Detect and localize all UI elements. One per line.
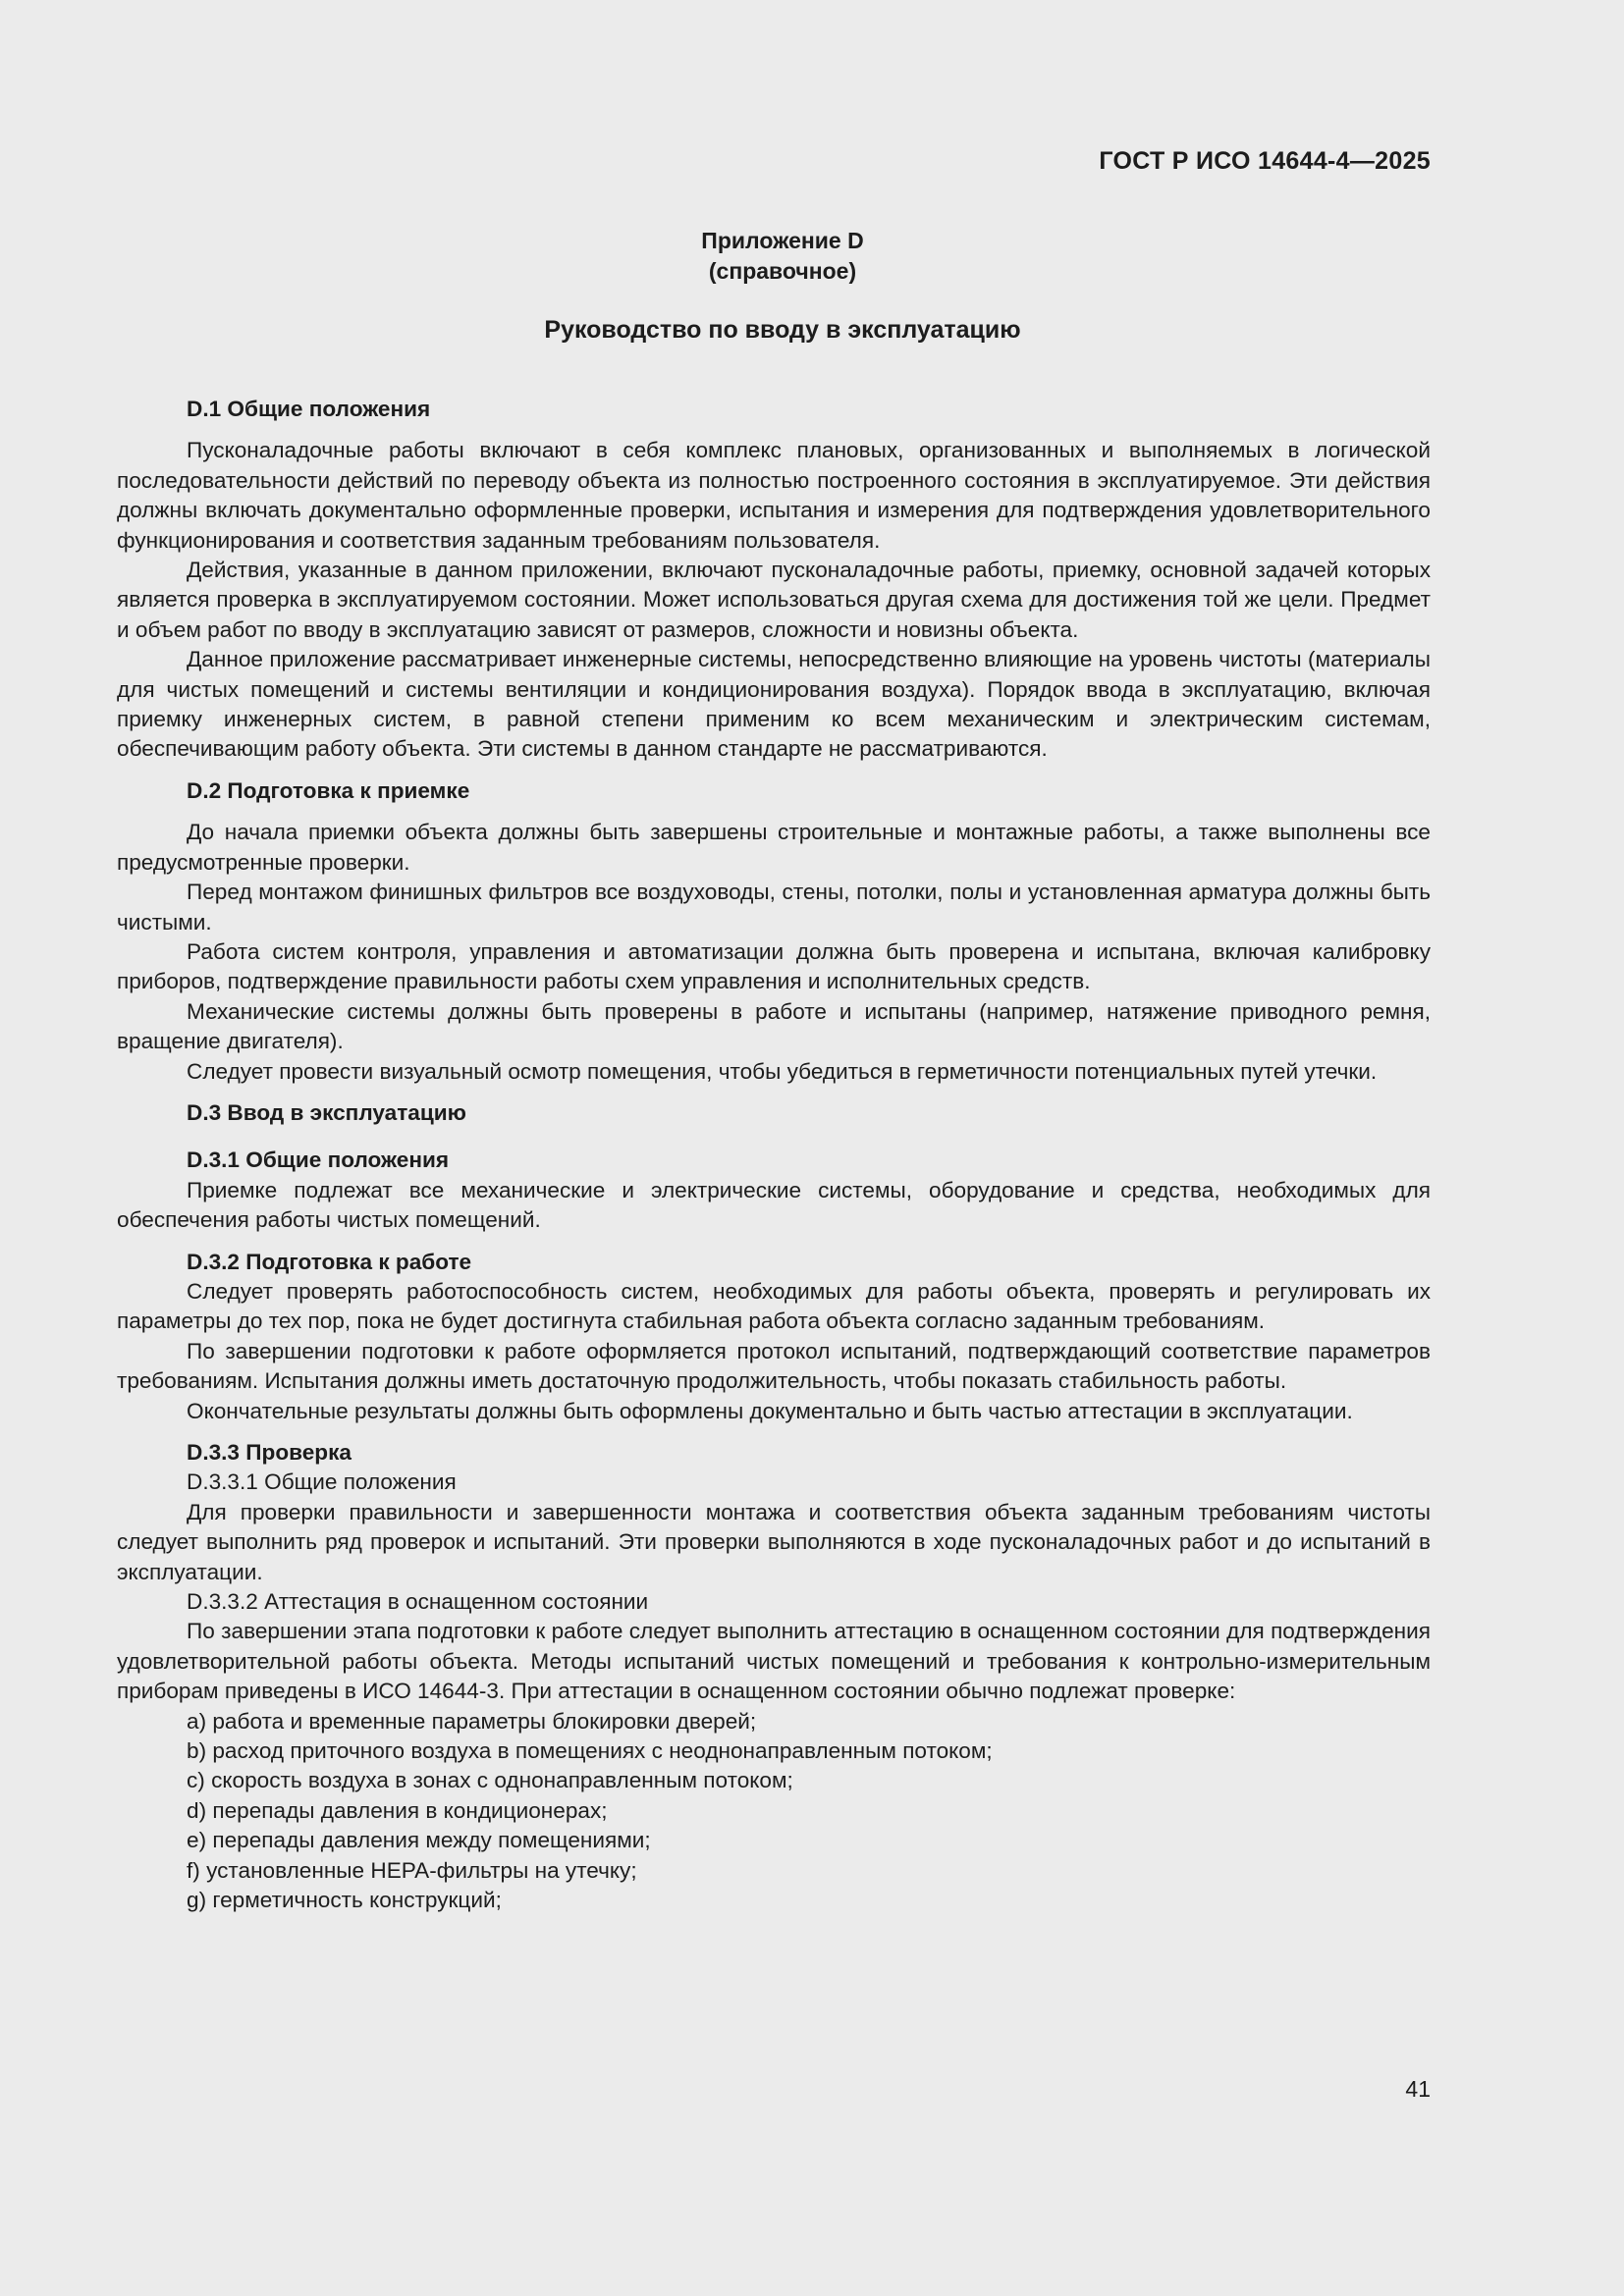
paragraph: Действия, указанные в данном приложении, включают пусконаладочные работы, приемку, основной задачей которых является проверка в эксплуатируемом состоянии. Может использоваться другая схема для достижения той же цели. Предмет и объем работ по вводу в эксплуатацию зависят от размеров, сложности и новизны объекта. [117, 558, 1431, 642]
section-heading-d33: D.3.3 Проверка [187, 1440, 352, 1465]
standard-code: ГОСТ Р ИСО 14644-4—2025 [1099, 147, 1431, 175]
paragraph: Для проверки правильности и завершенности монтажа и соответствия объекта заданным требованиям чистоты следует выполнить ряд проверок и испытаний. Эти проверки выполняются в ходе пусконаладочных работ и до испытаний в эксплуатации. [117, 1499, 1431, 1584]
paragraph: По завершении этапа подготовки к работе следует выполнить аттестацию в оснащенном состоянии для подтверждения удовлетворительной работы объекта. Методы испытаний чистых помещений и требования к контрольно-измерительным приборам приведены в ИСО 14644-3. При аттестации в оснащенном состоянии обычно подлежат проверке: [117, 1619, 1431, 1704]
paragraph: Перед монтажом финишных фильтров все воздуховоды, стены, потолки, полы и установленная арматура должны быть чистыми. [117, 880, 1431, 934]
appendix-label: Приложение D [701, 228, 864, 253]
appendix-type: (справочное) [708, 258, 857, 284]
paragraph: Работа систем контроля, управления и автоматизации должна быть проверена и испытана, включая калибровку приборов, подтверждение правильности работы схем управления и исполнительных средств. [117, 938, 1431, 994]
paragraph: Данное приложение рассматривает инженерные системы, непосредственно влияющие на уровень чистоты (материалы для чистых помещений и системы вентиляции и кондиционирования воздуха). Порядок ввода в эксплуатацию, включая приемку инженерных систем, в равной степени применим ко всем механическим и электрическим системам, обеспечивающим работу объекта. Эти системы в данном стандарте не рассматриваются. [117, 647, 1431, 762]
paragraph: Следует проверять работоспособность систем, необходимых для работы объекта, проверять и регулировать их параметры до тех пор, пока не будет достигнута стабильная работа объекта согласно заданным требованиям. [117, 1278, 1431, 1334]
appendix-header [0, 226, 1565, 287]
list-item: b) расход приточного воздуха в помещениях с неоднонаправленным потоком; [187, 1738, 993, 1764]
page-number: 41 [1405, 2076, 1431, 2102]
subsection-heading-d332: D.3.3.2 Аттестация в оснащенном состоянии [187, 1589, 649, 1615]
paragraph: До начала приемки объекта должны быть завершены строительные и монтажные работы, а также выполнены все предусмотренные проверки. [117, 820, 1431, 875]
section-heading-d32: D.3.2 Подготовка к работе [187, 1249, 472, 1274]
paragraph: Пусконаладочные работы включают в себя комплекс плановых, организованных и выполняемых в логической последовательности действий по переводу объекта из полностью построенного состояния в эксплуатируемое. Эти действия должны включать документально оформленные проверки, испытания и измерения для подтверждения удовлетворительного функционирования и соответствия заданным требованиям пользователя. [117, 438, 1431, 553]
list-item: e) перепады давления между помещениями; [187, 1828, 651, 1853]
subsection-heading-d331: D.3.3.1 Общие положения [187, 1469, 457, 1495]
list-item: g) герметичность конструкций; [187, 1888, 502, 1913]
section-heading-d1: D.1 Общие положения [187, 397, 431, 421]
appendix-title: Руководство по вводу в эксплуатацию [544, 316, 1021, 344]
document-body [117, 395, 1431, 1916]
section-heading-d2: D.2 Подготовка к приемке [187, 777, 470, 803]
paragraph: Механические системы должны быть проверены в работе и испытаны (например, натяжение приводного ремня, вращение двигателя). [117, 998, 1431, 1054]
paragraph: По завершении подготовки к работе оформляется протокол испытаний, подтверждающий соответствие параметров требованиям. Испытания должны иметь достаточную продолжительность, чтобы показать стабильность работы. [117, 1338, 1431, 1394]
list-item: f) установленные HEPA-фильтры на утечку; [187, 1857, 637, 1883]
paragraph: Окончательные результаты должны быть оформлены документально и быть частью аттестации в эксплуатации. [187, 1398, 1353, 1423]
list-item: a) работа и временные параметры блокировки дверей; [187, 1708, 757, 1734]
list-item: c) скорость воздуха в зонах с однонаправленным потоком; [187, 1768, 793, 1793]
paragraph: Следует провести визуальный осмотр помещения, чтобы убедиться в герметичности потенциальных путей утечки. [187, 1058, 1378, 1084]
paragraph: Приемке подлежат все механические и электрические системы, оборудование и средства, необходимых для обеспечения работы чистых помещений. [117, 1177, 1431, 1233]
list-item: d) перепады давления в кондиционерах; [187, 1797, 608, 1823]
section-heading-d3: D.3 Ввод в эксплуатацию [187, 1099, 466, 1125]
section-heading-d31: D.3.1 Общие положения [187, 1148, 450, 1173]
